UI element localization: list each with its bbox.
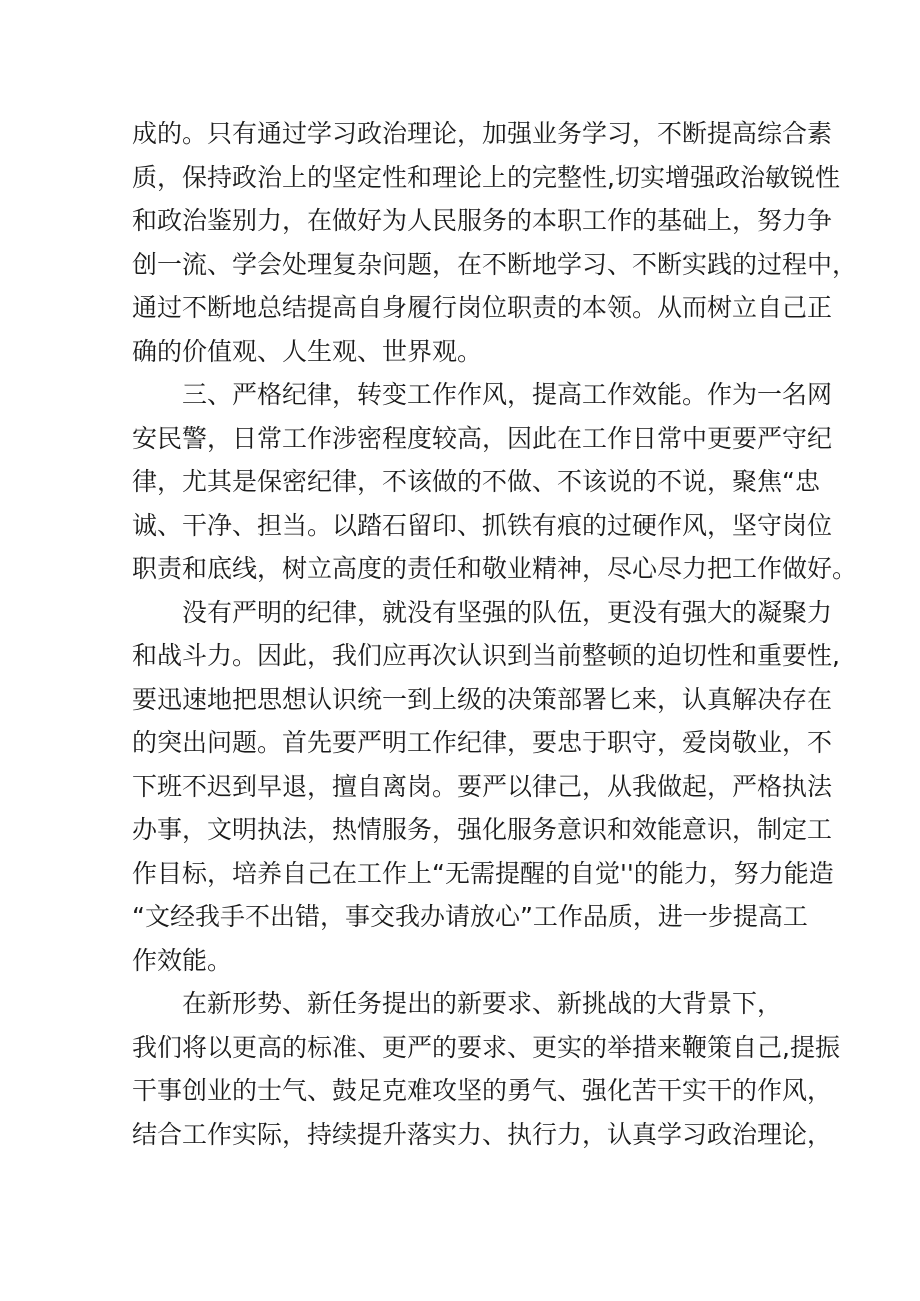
- text-line: 安民警，日常工作涉密程度较高，因此在工作日常中更要严守纪: [132, 423, 833, 453]
- paragraph-start-line: 三、严格纪律，转变工作作风，提高工作效能。作为一名网: [182, 380, 833, 409]
- text-line: 质，保持政治上的坚定性和理论上的完整性,切实增强政治敏锐性: [132, 162, 840, 192]
- text-line: 办事，文明执法，热情服务，强化服务意识和效能意识，制定工: [132, 815, 833, 844]
- text-line: 我们将以更高的标准、更严的要求、更实的举措来鞭策自己,提振: [132, 1032, 840, 1062]
- text-line: 干事创业的士气、鼓足克难攻坚的勇气、强化苦干实干的作风，: [132, 1076, 833, 1105]
- paragraph-start-line: 在新形势、新任务提出的新要求、新挑战的大背景下，: [182, 989, 783, 1018]
- text-line: 和战斗力。因此，我们应再次认识到当前整顿的迫切性和重要性,: [132, 641, 840, 670]
- text-line: 通过不断地总结提高自身履行岗位职责的本领。从而树立自己正: [132, 293, 833, 322]
- text-line: 成的。只有通过学习政治理论，加强业务学习，不断提高综合素: [132, 119, 833, 148]
- text-line: 创一流、学会处理复杂问题，在不断地学习、不断实践的过程中，: [132, 249, 858, 279]
- text-line: 职责和底线，树立高度的责任和敬业精神，尽心尽力把工作做好。: [132, 554, 858, 583]
- text-line: 律，尤其是保密纪律，不该做的不做、不该说的不说，聚焦“忠: [132, 467, 820, 496]
- text-line: 作效能。: [132, 945, 233, 975]
- paragraph-start-line: 没有严明的纪律，就没有坚强的队伍，更没有强大的凝聚力: [182, 597, 833, 627]
- text-line: 确的价值观、人生观、世界观。: [132, 336, 483, 366]
- text-line: 要迅速地把思想认识统一到上级的决策部署匕来，认真解决存在: [132, 684, 833, 714]
- document-body: [132, 112, 858, 1156]
- text-line: 下班不迟到早退，擅自离岗。要严以律己，从我做起，严格执法: [132, 771, 833, 801]
- text-line: 和政治鉴别力，在做好为人民服务的本职工作的基础上，努力争: [132, 206, 833, 235]
- text-line: 诚、干净、担当。以踏石留印、抓铁有痕的过硬作风，坚守岗位: [132, 510, 833, 540]
- text-line: 结合工作实际，持续提升落实力、执行力，认真学习政治理论，: [132, 1119, 833, 1149]
- text-line: 作目标，培养自己在工作上“无需提醒的自觉''的能力，努力能造: [132, 858, 834, 888]
- text-line: “文经我手不出错，事交我办请放心”工作品质，进一步提高工: [132, 902, 808, 931]
- text-line: 的突出问题。首先要严明工作纪律，要忠于职守，爱岗敬业，不: [132, 728, 833, 757]
